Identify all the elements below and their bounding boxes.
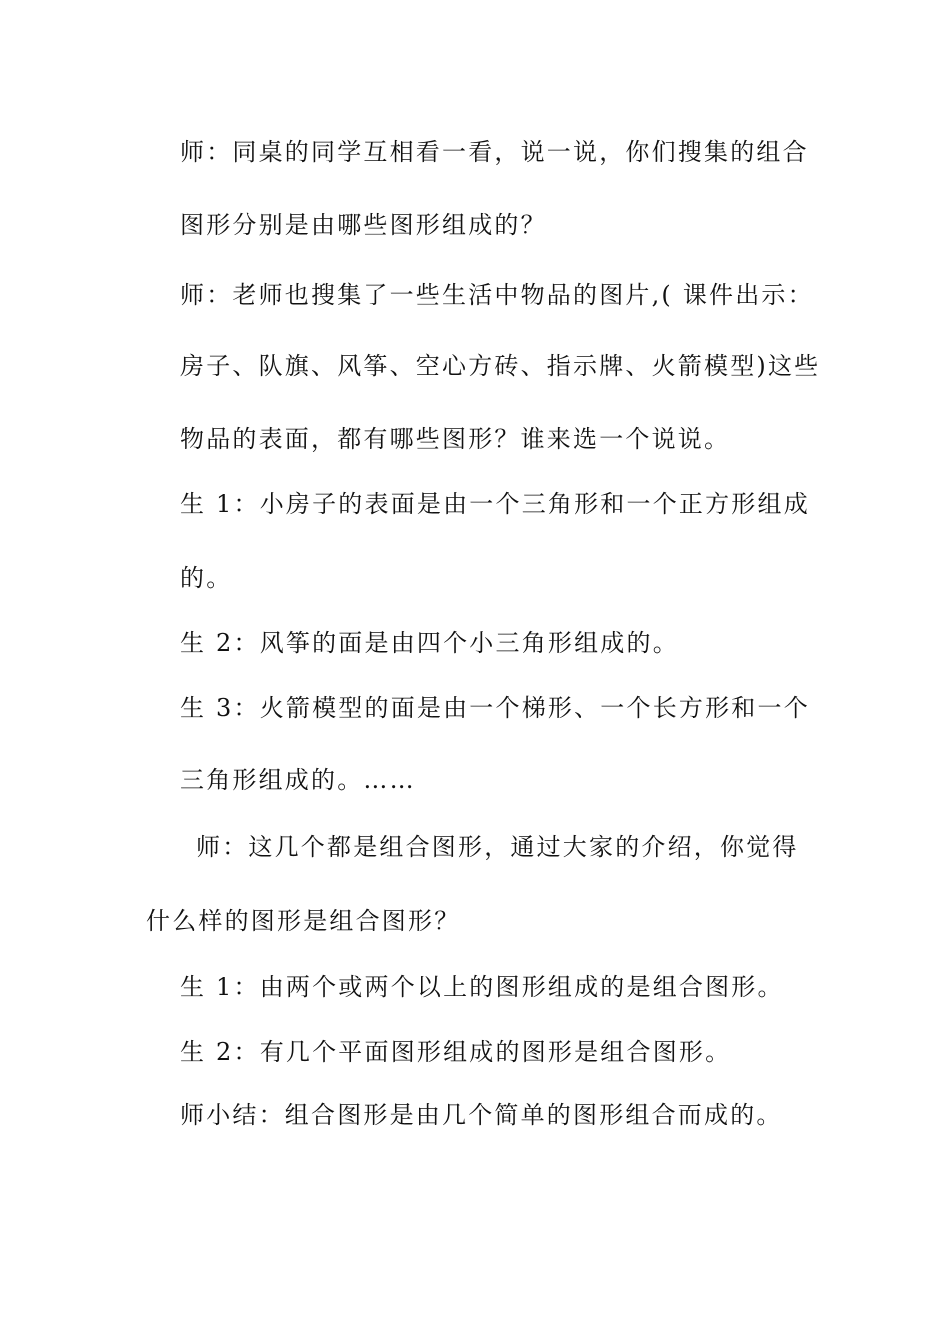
paragraph-line: 师：这几个都是组合图形，通过大家的介绍，你觉得: [196, 833, 799, 861]
paragraph-line: 物品的表面，都有哪些图形？谁来选一个说说。: [180, 425, 731, 453]
paragraph-line: 的。: [180, 564, 233, 592]
paragraph-line: 生 1：小房子的表面是由一个三角形和一个正方形组成: [180, 490, 810, 518]
paragraph-line: 图形分别是由哪些图形组成的？: [180, 211, 547, 239]
paragraph-line: 师：同桌的同学互相看一看，说一说，你们搜集的组合: [180, 138, 809, 166]
paragraph-line: 什么样的图形是组合图形？: [146, 907, 461, 935]
paragraph-line: 师小结：组合图形是由几个简单的图形组合而成的。: [180, 1101, 783, 1129]
paragraph-line: 师：老师也搜集了一些生活中物品的图片,( 课件出示：: [180, 281, 814, 309]
paragraph-line: 三角形组成的。……: [180, 766, 416, 794]
paragraph-line: 生 2：有几个平面图形组成的图形是组合图形。: [180, 1038, 732, 1066]
paragraph-line: 生 1：由两个或两个以上的图形组成的是组合图形。: [180, 973, 784, 1001]
paragraph-line: 房子、队旗、风筝、空心方砖、指示牌、火箭模型)这些: [180, 352, 821, 380]
paragraph-line: 生 3：火箭模型的面是由一个梯形、一个长方形和一个: [180, 694, 810, 722]
paragraph-line: 生 2：风筝的面是由四个小三角形组成的。: [180, 629, 679, 657]
